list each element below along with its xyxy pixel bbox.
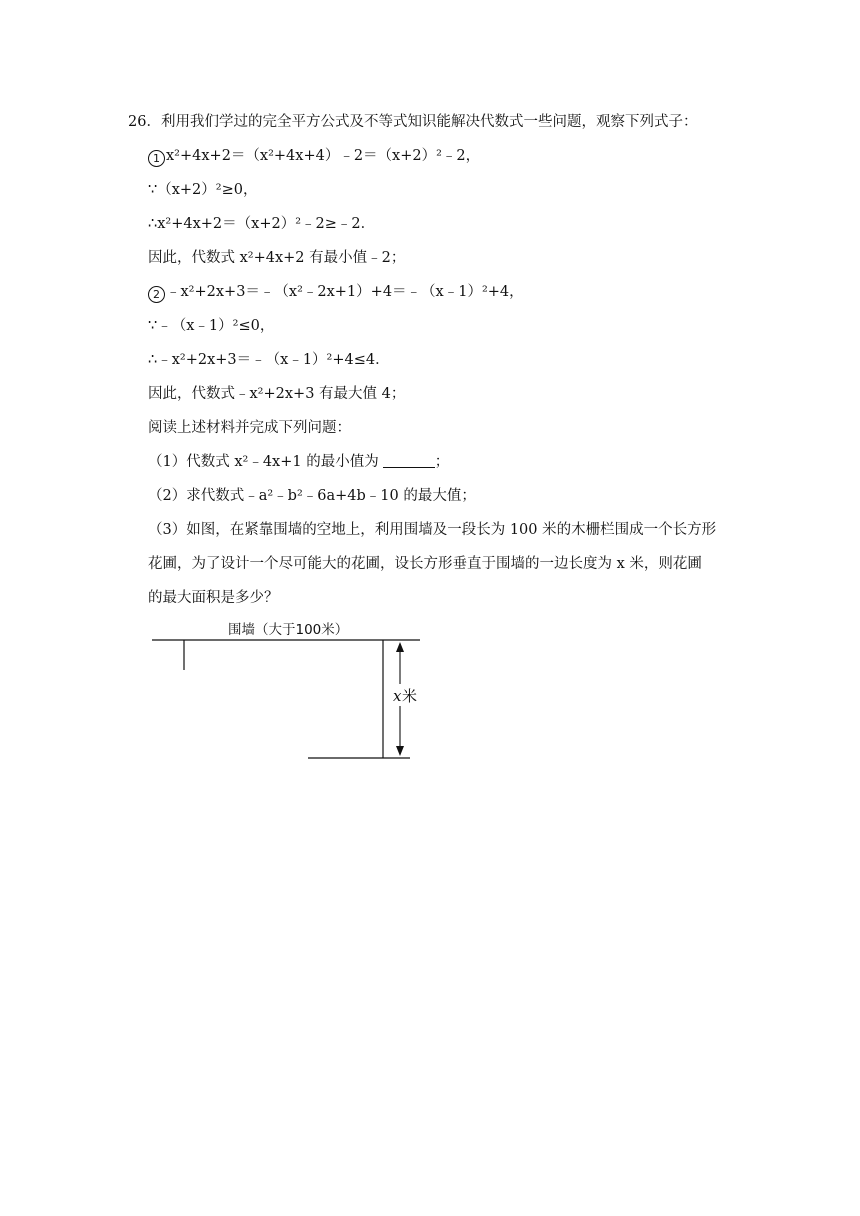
- example2-line2: ∵﹣（x﹣1）²≤0，: [148, 318, 275, 334]
- q1-prefix: （1）代数式: [148, 454, 230, 470]
- example1-line3: ∴x²+4x+2＝（x+2）²﹣2≥﹣2．: [148, 216, 376, 232]
- example2-line3: ∴﹣x²+2x+3＝﹣（x﹣1）²+4≤4．: [148, 352, 390, 368]
- question-3-line3: 的最大面积是多少？: [148, 590, 279, 606]
- arrow-down-icon: [396, 746, 404, 756]
- problem-intro: 利用我们学过的完全平方公式及不等式知识能解决代数式一些问题，观察下列式子：: [160, 114, 698, 130]
- example1-equation: x²+4x+2＝（x²+4x+4）﹣2＝（x+2）²﹣2，: [166, 148, 481, 164]
- circled-number-1: 1: [148, 150, 165, 167]
- wall-label: 围墙（大于100米）: [228, 622, 349, 638]
- question-3-line2: 花圃，为了设计一个尽可能大的花圃，设长方形垂直于围墙的一边长度为 x 米，则花圃: [148, 556, 702, 572]
- example1-line2: ∵（x+2）²≥0，: [148, 182, 258, 198]
- question-1: [148, 452, 449, 472]
- q1-expression: x²﹣4x+1: [234, 454, 302, 470]
- question-2: （2）求代数式﹣a²﹣b²﹣6a+4b﹣10 的最大值；: [148, 488, 476, 504]
- problem-number: 26．: [128, 114, 161, 130]
- circled-number-2: 2: [148, 286, 165, 303]
- example1-line1: [148, 146, 480, 167]
- example2-equation: ﹣x²+2x+3＝﹣（x²﹣2x+1）+4＝﹣（x﹣1）²+4，: [166, 284, 524, 300]
- instruction: 阅读上述材料并完成下列问题：: [148, 420, 351, 436]
- example2-conclusion: 因此，代数式﹣x²+2x+3 有最大值 4；: [148, 386, 406, 402]
- garden-figure: [150, 618, 430, 763]
- answer-blank[interactable]: [383, 453, 435, 468]
- side-unit: 米: [402, 687, 418, 705]
- question-3-line1: （3）如图，在紧靠围墙的空地上，利用围墙及一段长为 100 米的木栅栏围成一个长方形: [148, 522, 717, 538]
- q1-end: ；: [434, 454, 450, 470]
- example2-line1: [148, 282, 524, 303]
- problem-intro-line: [128, 112, 697, 132]
- example1-conclusion: 因此，代数式 x²+4x+2 有最小值﹣2；: [148, 250, 406, 266]
- arrow-up-icon: [396, 642, 404, 652]
- side-variable: x: [393, 687, 402, 705]
- q1-suffix: 的最小值为: [306, 454, 379, 470]
